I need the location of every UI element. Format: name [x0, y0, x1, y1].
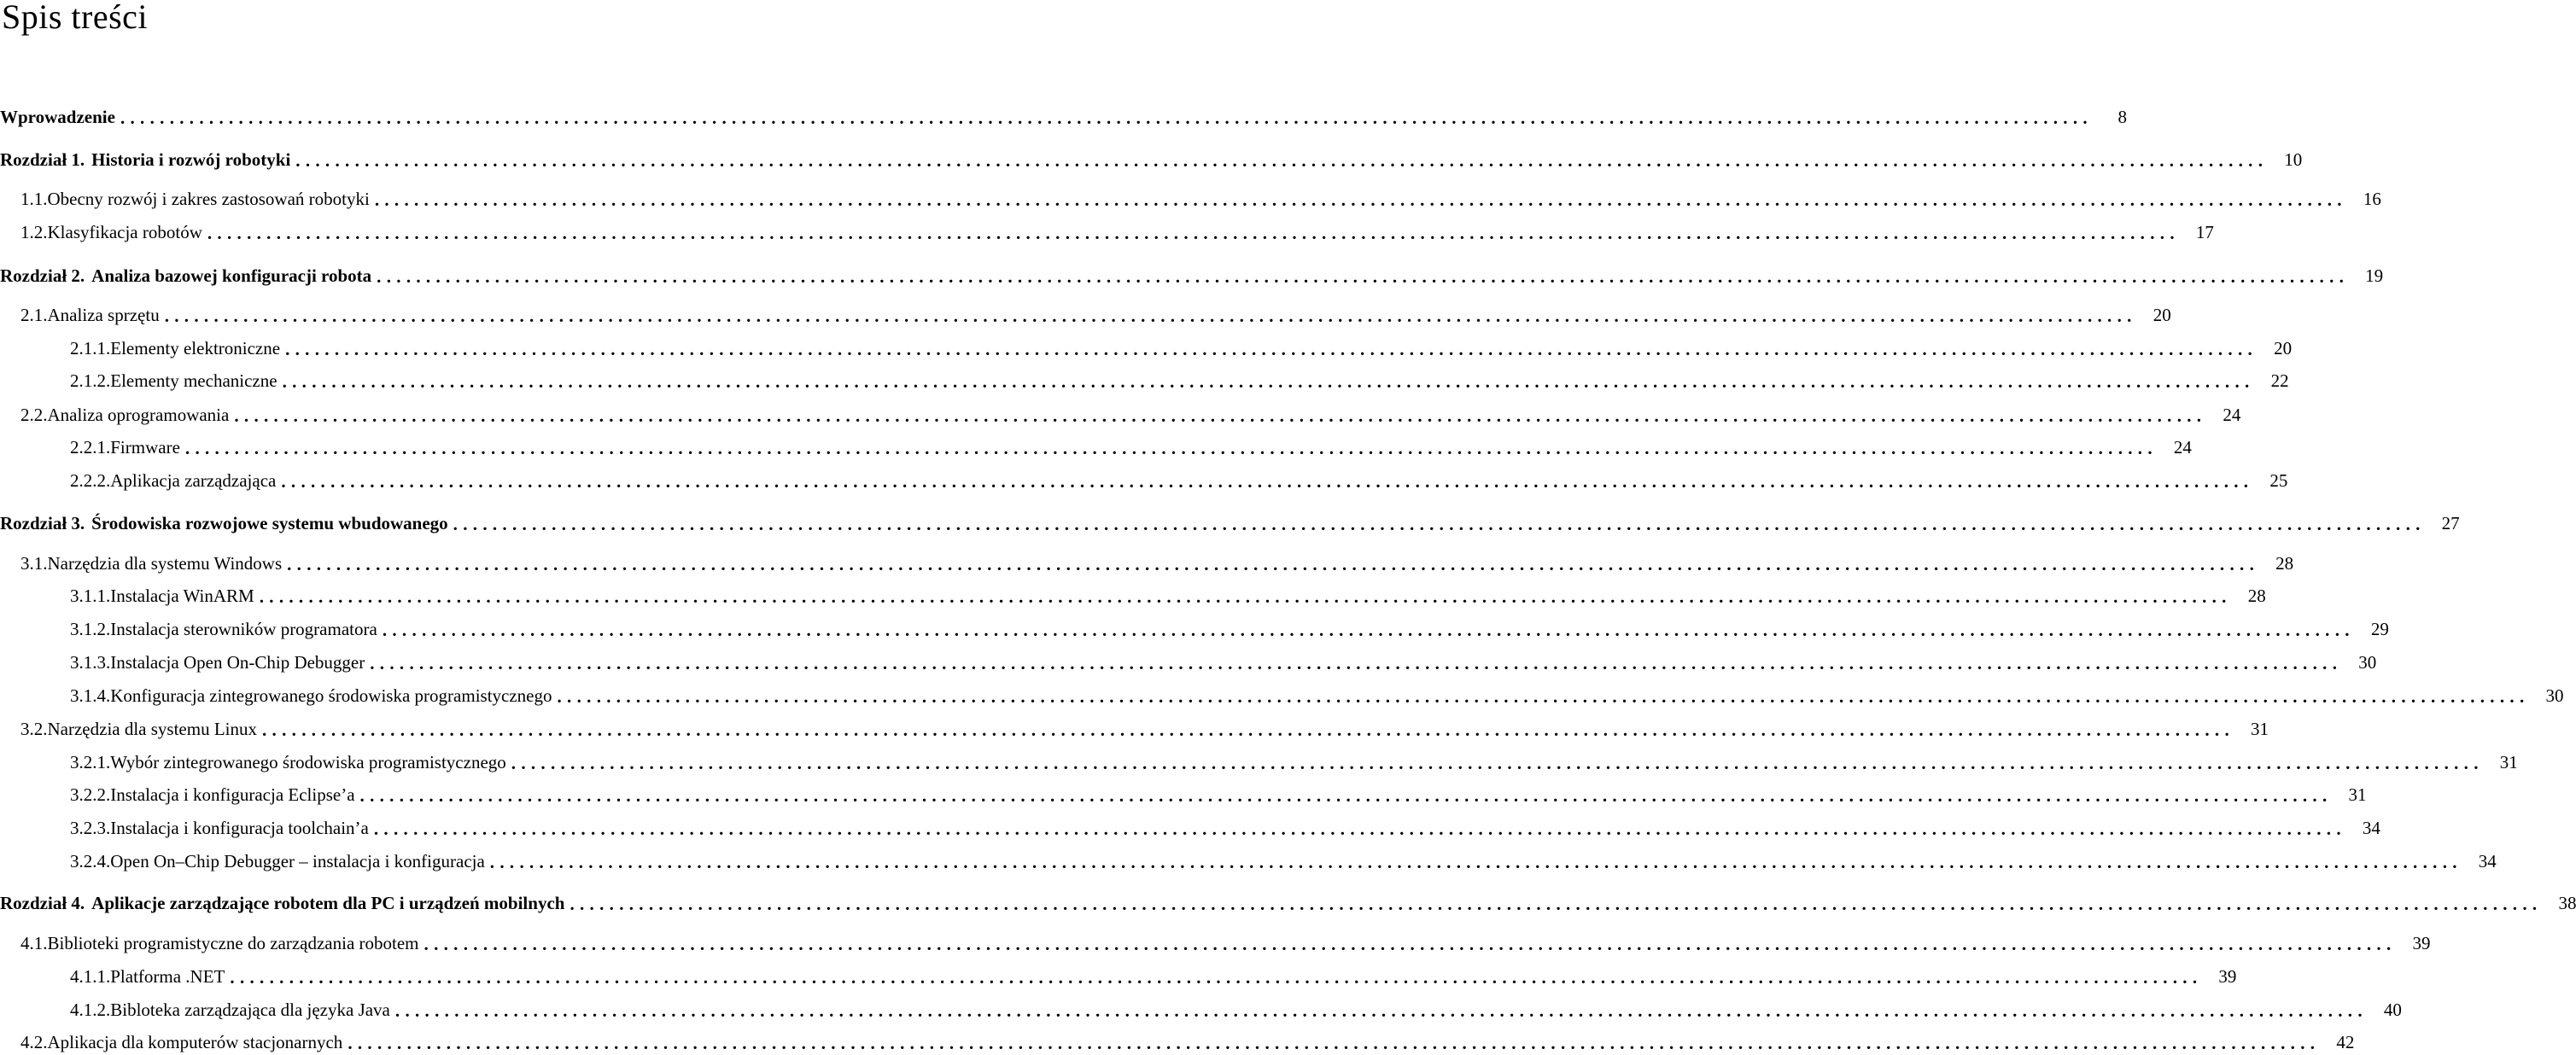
toc-entry-title: Historia i rozwój robotyki	[91, 149, 291, 170]
toc-subsection-entry	[0, 650, 2377, 675]
toc-entry-title: Open On–Chip Debugger – instalacja i konfiguracja	[110, 850, 485, 871]
toc-subsection-entry	[0, 815, 2380, 841]
toc-subsection-entry	[0, 468, 2288, 493]
toc-dot-leader: ........................................................................................................................................................................................................	[453, 513, 2426, 534]
toc-subsection-entry	[0, 616, 2389, 642]
toc-entry-title: Analiza bazowej konfiguracji robota	[91, 265, 372, 286]
toc-entry-title: Obecny rozwój i zakres zastosowań robotyki	[47, 188, 370, 209]
toc-entry-number: 3.2.1.	[70, 751, 111, 772]
toc-entry-number: 3.1.4.	[70, 685, 111, 706]
toc-entry-number: 2.2.1.	[70, 436, 111, 458]
toc-entry-title: Instalacja sterowników programatora	[110, 618, 377, 639]
toc-dot-leader: ........................................................................................................................................................................................................	[164, 305, 2137, 326]
toc-entry-number: 3.2.4.	[70, 850, 111, 871]
toc-entry-number: Rozdział 2.	[0, 265, 85, 286]
toc-page-number: 31	[2499, 751, 2518, 772]
toc-entry-number: 3.2.	[20, 718, 48, 739]
toc-page-number: 8	[2117, 106, 2127, 127]
toc-entry-number: 4.1.	[20, 932, 48, 953]
toc-entry-title: Środowiska rozwojowe systemu wbudowanego	[91, 512, 448, 533]
toc-entry-number: 3.1.2.	[70, 618, 111, 639]
toc-entry-title: Aplikacja zarządzająca	[110, 469, 277, 491]
toc-page-number: 19	[2365, 265, 2384, 286]
toc-page-number: 24	[2223, 404, 2241, 425]
toc-entry-title: Instalacja i konfiguracja Eclipse’a	[110, 784, 355, 805]
toc-section-entry	[0, 219, 2214, 245]
toc-section-entry	[0, 551, 2294, 576]
toc-entry-number: 4.2.	[20, 1031, 48, 1052]
toc-entry-number: Rozdział 3.	[0, 512, 85, 533]
toc-dot-leader: ........................................................................................................................................................................................................	[184, 437, 2158, 458]
toc-dot-leader: ........................................................................................................................................................................................................	[259, 586, 2232, 607]
toc-entry-number: 1.1.	[20, 188, 48, 209]
toc-section-entry	[0, 1029, 2355, 1055]
toc-entry-number: Rozdział 4.	[0, 892, 85, 913]
toc-entry-title: Aplikacja dla komputerów stacjonarnych	[47, 1031, 343, 1052]
toc-entry-number: 2.1.2.	[70, 370, 111, 391]
toc-dot-leader: ........................................................................................................................................................................................................	[557, 685, 2530, 707]
toc-dot-leader: ........................................................................................................................................................................................................	[234, 405, 2207, 426]
toc-subsection-entry	[0, 749, 2518, 775]
toc-dot-leader: ........................................................................................................................................................................................................	[374, 189, 2347, 210]
toc-subsection-entry	[0, 368, 2289, 393]
toc-entry-title: Instalacja WinARM	[110, 585, 254, 606]
toc-page-number: 22	[2270, 370, 2289, 391]
toc-entry-title: Platforma .NET	[110, 965, 225, 987]
toc-subsection-entry	[0, 335, 2293, 361]
toc-page-number: 39	[2218, 965, 2237, 987]
toc-page-number: 38	[2558, 892, 2576, 913]
toc-subsection-entry	[0, 782, 2367, 807]
toc-entry-number: 3.1.1.	[70, 585, 111, 606]
toc-page-number: 30	[2545, 685, 2564, 706]
toc-dot-leader: ........................................................................................................................................................................................................	[120, 107, 2093, 128]
toc-dot-leader: ........................................................................................................................................................................................................	[394, 1000, 2368, 1021]
toc-section-entry	[0, 186, 2381, 212]
toc-dot-leader: ........................................................................................................................................................................................................	[382, 619, 2355, 640]
toc-dot-leader: ........................................................................................................................................................................................................	[423, 933, 2397, 954]
toc-subsection-entry	[0, 997, 2402, 1023]
toc-entry-title: Wybór zintegrowanego środowiska programistycznego	[110, 751, 506, 772]
toc-dot-leader: ........................................................................................................................................................................................................	[348, 1032, 2321, 1053]
toc-entry-number: 2.2.	[20, 404, 48, 425]
toc-page-number: 28	[2247, 585, 2266, 606]
toc-dot-leader: ........................................................................................................................................................................................................	[230, 966, 2203, 988]
toc-dot-leader: ........................................................................................................................................................................................................	[511, 752, 2484, 773]
toc-subsection-entry	[0, 683, 2564, 708]
toc-page-number: 24	[2173, 436, 2192, 458]
toc-dot-leader: ........................................................................................................................................................................................................	[295, 149, 2269, 171]
toc-entry-number: 3.2.2.	[70, 784, 111, 805]
toc-dot-leader: ........................................................................................................................................................................................................	[207, 222, 2180, 243]
toc-page-number: 31	[2251, 718, 2269, 739]
toc-section-entry	[0, 302, 2171, 328]
toc-section-entry	[0, 402, 2241, 428]
toc-chapter-entry	[0, 510, 2460, 536]
toc-entry-number: 4.1.1.	[70, 965, 111, 987]
toc-page-number: 20	[2274, 337, 2293, 358]
toc-dot-leader: ........................................................................................................................................................................................................	[285, 338, 2258, 359]
toc-page-number: 17	[2195, 221, 2214, 242]
toc-dot-leader: ........................................................................................................................................................................................................	[489, 851, 2462, 872]
toc-chapter-entry	[0, 890, 2576, 916]
toc-entry-number: 2.1.1.	[70, 337, 111, 358]
toc-entry-title: Analiza sprzętu	[47, 304, 160, 325]
toc-page-number: 31	[2348, 784, 2367, 805]
toc-page-number: 40	[2383, 999, 2402, 1020]
toc-page-number: 20	[2153, 304, 2171, 325]
toc-entry-number: Rozdział 1.	[0, 149, 85, 170]
toc-chapter-entry	[0, 147, 2303, 172]
toc-dot-leader: ........................................................................................................................................................................................................	[570, 893, 2543, 914]
toc-entry-title: Biblioteki programistyczne do zarządzania robotem	[47, 932, 419, 953]
toc-subsection-entry	[0, 434, 2192, 460]
toc-page-number: 10	[2284, 149, 2303, 170]
toc-entry-title: Elementy mechaniczne	[110, 370, 277, 391]
toc-subsection-entry	[0, 964, 2237, 989]
toc-section-entry	[0, 716, 2269, 742]
toc-page-number: 27	[2441, 512, 2460, 533]
toc-page-number: 34	[2478, 850, 2497, 871]
toc-entry-number: 3.1.	[20, 552, 48, 574]
toc-entry-number: 2.1.	[20, 304, 48, 325]
toc-page-number: 39	[2412, 932, 2431, 953]
toc-entry-title: Aplikacje zarządzające robotem dla PC i urządzeń mobilnych	[91, 892, 565, 913]
toc-entry-title: Analiza oprogramowania	[47, 404, 230, 425]
toc-chapter-entry	[0, 104, 2127, 130]
toc-entry-number: 2.2.2.	[70, 469, 111, 491]
toc-page-number: 25	[2269, 469, 2288, 491]
toc-dot-leader: ........................................................................................................................................................................................................	[281, 470, 2254, 492]
toc-entry-title: Konfiguracja zintegrowanego środowiska programistycznego	[110, 685, 552, 706]
toc-section-entry	[0, 930, 2431, 956]
toc-entry-title: Instalacja i konfiguracja toolchain’a	[110, 817, 369, 838]
toc-page-number: 16	[2363, 188, 2381, 209]
toc-entry-title: Bibloteka zarządzająca dla języka Java	[110, 999, 390, 1020]
toc-subsection-entry	[0, 848, 2497, 874]
toc-chapter-entry	[0, 263, 2384, 289]
toc-dot-leader: ........................................................................................................................................................................................................	[262, 719, 2234, 740]
toc-page-number: 30	[2358, 651, 2377, 673]
toc-entry-number: 3.2.3.	[70, 817, 111, 838]
toc-dot-leader: ........................................................................................................................................................................................................	[359, 784, 2333, 806]
toc-page-number: 34	[2362, 817, 2380, 838]
toc-entry-title: Klasyfikacja robotów	[47, 221, 202, 242]
toc-dot-leader: ........................................................................................................................................................................................................	[377, 265, 2350, 287]
toc-entry-title: Wprowadzenie	[0, 106, 115, 127]
toc-dot-leader: ........................................................................................................................................................................................................	[287, 553, 2260, 574]
toc-dot-leader: ........................................................................................................................................................................................................	[282, 370, 2255, 392]
toc-entry-title: Instalacja Open On-Chip Debugger	[110, 651, 365, 673]
toc-entry-number: 4.1.2.	[70, 999, 111, 1020]
toc-dot-leader: ........................................................................................................................................................................................................	[370, 652, 2343, 673]
toc-page-number: 29	[2370, 618, 2389, 639]
toc-page-number: 28	[2275, 552, 2294, 574]
toc-entry-title: Narzędzia dla systemu Windows	[47, 552, 283, 574]
toc-entry-number: 3.1.3.	[70, 651, 111, 673]
toc-subsection-entry	[0, 583, 2266, 609]
toc-entry-number: 1.2.	[20, 221, 48, 242]
page-title: Spis treści	[2, 0, 149, 36]
toc-dot-leader: ........................................................................................................................................................................................................	[373, 818, 2346, 839]
toc-entry-title: Elementy elektroniczne	[110, 337, 281, 358]
toc-entry-title: Narzędzia dla systemu Linux	[47, 718, 257, 739]
toc-page-number: 42	[2336, 1031, 2355, 1052]
toc-entry-title: Firmware	[110, 436, 180, 458]
